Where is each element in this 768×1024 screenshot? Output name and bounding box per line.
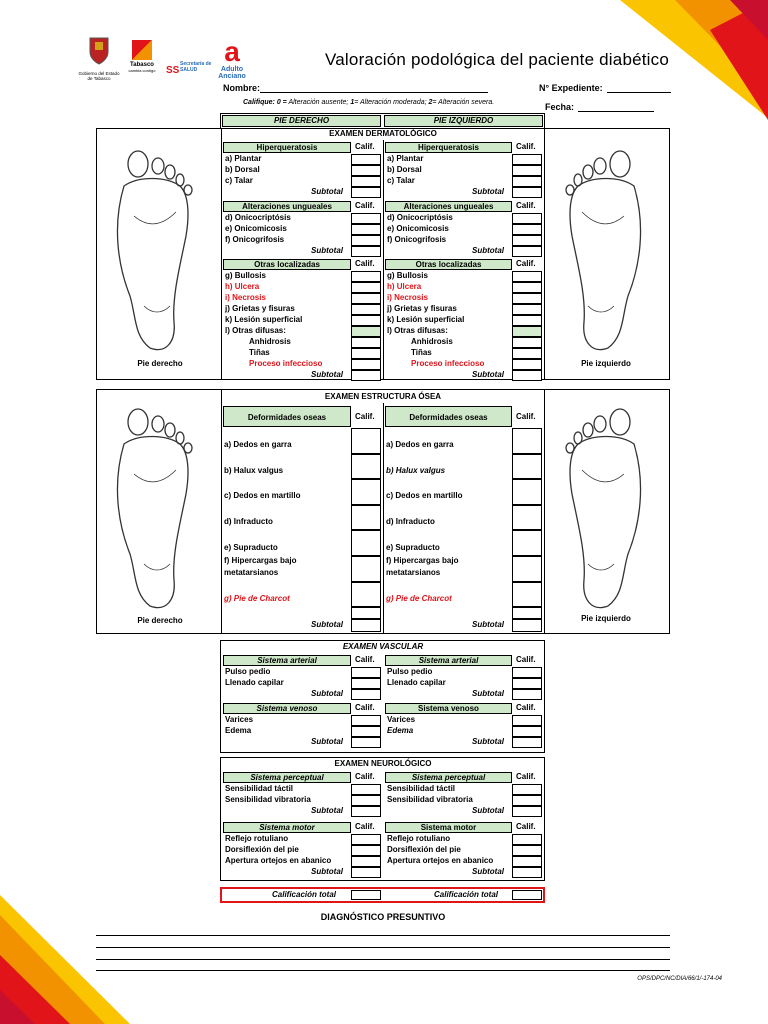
otras-item-right: h) Ulcera — [225, 282, 260, 291]
venoso-subtotal-right: Subtotal — [311, 737, 343, 746]
arterial-subtotal-right: Subtotal — [311, 689, 343, 698]
ungue-score-box-left[interactable] — [512, 235, 542, 246]
bone-score-box-left[interactable] — [512, 428, 542, 454]
column-header-left: PIE IZQUIERDO — [384, 115, 543, 127]
hiper-header-left: Hiperqueratosis — [385, 142, 512, 153]
neuro-title: EXAMEN NEUROLÓGICO — [334, 759, 432, 768]
perceptual-item-left: Sensibilidad vibratoria — [387, 795, 473, 804]
venoso-subtotal-box-left[interactable] — [512, 737, 542, 748]
bone-score-box-left[interactable] — [512, 530, 542, 556]
arterial-item-left: Llenado capilar — [387, 678, 446, 687]
bone-item-left: d) Infraducto — [386, 517, 435, 526]
diagnosis-line-1[interactable] — [96, 935, 670, 936]
venoso-calif-right: Calif. — [355, 703, 375, 712]
perceptual-item-right: Sensibilidad táctil — [225, 784, 294, 793]
ungue-score-box-left[interactable] — [512, 213, 542, 224]
otras-score-box-right[interactable] — [351, 293, 381, 304]
otras-item-left: Tiñas — [411, 348, 432, 357]
arterial-score-box-right[interactable] — [351, 678, 381, 689]
diagnosis-title: DIAGNÓSTICO PRESUNTIVO — [320, 912, 446, 922]
venoso-header-right: Sistema venoso — [223, 703, 351, 714]
hiper-item-left: c) Talar — [387, 176, 415, 185]
bone-divider — [383, 403, 384, 634]
total-left-box[interactable] — [512, 890, 542, 900]
bone-item-right: metatarsianos — [224, 568, 279, 577]
ungue-header-right: Alteraciones ungueales — [223, 201, 351, 212]
otras-score-box-right[interactable] — [351, 348, 381, 359]
hiper-calif-left: Calif. — [516, 142, 536, 151]
ungue-item-left: f) Onicogrifosis — [387, 235, 447, 244]
ungue-score-box-left[interactable] — [512, 224, 542, 235]
otras-score-box-left[interactable] — [512, 348, 542, 359]
derm-title: EXAMEN DERMATOLÓGICO — [329, 129, 437, 138]
otras-item-right: Tiñas — [249, 348, 270, 357]
motor-score-box-right[interactable] — [351, 856, 381, 867]
right-foot-caption-1: Pie derecho — [137, 359, 183, 368]
logo-anciano-text: Anciano — [218, 73, 246, 80]
fecha-field[interactable] — [578, 111, 654, 112]
nombre-field[interactable] — [260, 92, 488, 93]
ungue-calif-right: Calif. — [355, 201, 375, 210]
motor-score-box-right[interactable] — [351, 834, 381, 845]
venoso-item-right: Varices — [225, 715, 254, 724]
otras-subtotal-box-right[interactable] — [351, 370, 381, 381]
otras-score-box-left[interactable] — [512, 304, 542, 315]
ungue-score-box-right[interactable] — [351, 235, 381, 246]
total-right-box[interactable] — [351, 890, 381, 900]
logo-gobierno-text: Gobierno del Estado de Tabasco — [78, 71, 120, 81]
otras-item-right: g) Bullosis — [225, 271, 266, 280]
bone-item-left: b) Halux valgus — [386, 466, 446, 475]
bone-item-right: g) Pie de Charcot — [224, 594, 290, 603]
total-label-right: Calificación total — [272, 890, 337, 899]
bone-item-right: a) Dedos en garra — [224, 440, 292, 449]
column-header-frame — [220, 113, 545, 129]
arterial-item-left: Pulso pedio — [387, 667, 433, 676]
hiper-item-left: b) Dorsal — [387, 165, 422, 174]
bone-item-right: f) Hipercargas bajo — [224, 556, 297, 565]
otras-score-box-left[interactable] — [512, 337, 542, 348]
diagnosis-line-2[interactable] — [96, 947, 670, 948]
otras-item-right: l) Otras difusas: — [225, 326, 286, 335]
bone-score-box-right[interactable] — [351, 607, 381, 619]
logo-gobierno-tabasco — [78, 36, 120, 80]
otras-header-left: Otras localizadas — [385, 259, 512, 270]
arterial-calif-right: Calif. — [355, 655, 375, 664]
otras-score-box-left[interactable] — [512, 315, 542, 326]
left-foot-drawing-2 — [562, 404, 654, 612]
bone-score-box-right[interactable] — [351, 505, 381, 530]
bone-header-right: Deformidades oseas — [223, 406, 351, 427]
bone-subtotal-box-right[interactable] — [351, 619, 381, 632]
otras-score-box-left[interactable] — [512, 282, 542, 293]
rating-legend: Califique: 0 = Alteración ausente; 1= Alteración moderada; 2= Alteración severa. — [243, 99, 495, 106]
hiper-subtotal-box-right[interactable] — [351, 187, 381, 198]
bone-score-box-left[interactable] — [512, 505, 542, 530]
venoso-subtotal-box-right[interactable] — [351, 737, 381, 748]
ungue-subtotal-box-left[interactable] — [512, 246, 542, 257]
arterial-header-left: Sistema arterial — [385, 655, 512, 666]
page-title: Valoración podológica del paciente diabético — [325, 50, 670, 69]
arterial-subtotal-left: Subtotal — [472, 689, 504, 698]
hiper-calif-right: Calif. — [355, 142, 375, 151]
motor-item-right: Apertura ortejos en abanico — [225, 856, 332, 865]
otras-score-box-right[interactable] — [351, 359, 381, 370]
logo-salud: SS Secretaría de SALUD — [166, 60, 212, 74]
perceptual-score-box-right[interactable] — [351, 784, 381, 795]
total-label-left: Calificación total — [434, 890, 499, 899]
perceptual-calif-right: Calif. — [355, 772, 375, 781]
otras-item-left: Proceso infeccioso — [411, 359, 485, 368]
venoso-score-box-left[interactable] — [512, 715, 542, 726]
otras-subtotal-box-left[interactable] — [512, 370, 542, 381]
otras-subtotal-left: Subtotal — [472, 370, 504, 379]
arterial-score-box-left[interactable] — [512, 667, 542, 678]
vascular-title: EXAMEN VASCULAR — [342, 642, 424, 651]
bone-item-left: f) Hipercargas bajo — [386, 556, 459, 565]
left-foot-drawing-1 — [562, 146, 654, 354]
hiper-item-right: c) Talar — [225, 176, 253, 185]
logo-tabasco-slogan: cambia contigo — [128, 68, 156, 73]
otras-score-box-right — [351, 326, 381, 337]
bone-item-right: c) Dedos en martillo — [224, 491, 301, 500]
otras-score-box-left[interactable] — [512, 359, 542, 370]
otras-item-left: Anhidrosis — [411, 337, 453, 346]
hiper-score-box-right[interactable] — [351, 165, 381, 176]
otras-item-right: Anhidrosis — [249, 337, 291, 346]
hiper-header-right: Hiperqueratosis — [223, 142, 351, 153]
otras-item-right: Proceso infeccioso — [249, 359, 323, 368]
arterial-item-right: Llenado capilar — [225, 678, 284, 687]
ungue-score-box-right[interactable] — [351, 224, 381, 235]
otras-score-box-left[interactable] — [512, 271, 542, 282]
venoso-calif-left: Calif. — [516, 703, 536, 712]
hiper-subtotal-right: Subtotal — [311, 187, 343, 196]
motor-score-box-left[interactable] — [512, 856, 542, 867]
otras-item-right: j) Grietas y fisuras — [225, 304, 295, 313]
ungue-score-box-right[interactable] — [351, 213, 381, 224]
bone-score-box-right[interactable] — [351, 556, 381, 582]
expediente-field[interactable] — [607, 92, 671, 93]
otras-item-left: i) Necrosis — [387, 293, 428, 302]
hiper-score-box-right[interactable] — [351, 154, 381, 165]
tabasco-t-icon — [132, 40, 152, 60]
hiper-item-left: a) Plantar — [387, 154, 424, 163]
motor-calif-right: Calif. — [355, 822, 375, 831]
perceptual-score-box-right[interactable] — [351, 795, 381, 806]
right-foot-drawing-2 — [104, 404, 196, 612]
venoso-subtotal-left: Subtotal — [472, 737, 504, 746]
hiper-subtotal-box-left[interactable] — [512, 187, 542, 198]
venoso-score-box-left[interactable] — [512, 726, 542, 737]
arterial-item-right: Pulso pedio — [225, 667, 271, 676]
perceptual-item-right: Sensibilidad vibratoria — [225, 795, 311, 804]
hiper-item-right: a) Plantar — [225, 154, 262, 163]
bone-score-box-right[interactable] — [351, 479, 381, 505]
motor-subtotal-box-left[interactable] — [512, 867, 542, 878]
motor-item-right: Reflejo rotuliano — [225, 834, 289, 843]
otras-calif-right: Calif. — [355, 259, 375, 268]
otras-item-right: k) Lesión superficial — [225, 315, 303, 324]
venoso-item-left: Edema — [387, 726, 414, 735]
perceptual-score-box-left[interactable] — [512, 784, 542, 795]
otras-score-box-left[interactable] — [512, 293, 542, 304]
otras-item-right: i) Necrosis — [225, 293, 266, 302]
hiper-item-right: b) Dorsal — [225, 165, 260, 174]
perceptual-header-left: Sistema perceptual — [385, 772, 512, 783]
hiper-subtotal-left: Subtotal — [472, 187, 504, 196]
coat-of-arms-icon — [88, 36, 110, 66]
bone-score-box-left[interactable] — [512, 454, 542, 479]
venoso-score-box-right[interactable] — [351, 726, 381, 737]
bone-subtotal-box-left[interactable] — [512, 619, 542, 632]
otras-score-box-right[interactable] — [351, 315, 381, 326]
bone-item-left: g) Pie de Charcot — [386, 594, 452, 603]
arterial-score-box-right[interactable] — [351, 667, 381, 678]
bone-score-box-left[interactable] — [512, 607, 542, 619]
arterial-header-right: Sistema arterial — [223, 655, 351, 666]
motor-score-box-right[interactable] — [351, 845, 381, 856]
motor-calif-left: Calif. — [516, 822, 536, 831]
bone-calif-right: Calif. — [355, 412, 375, 421]
otras-item-left: k) Lesión superficial — [387, 315, 465, 324]
motor-header-left: Sistema motor — [385, 822, 512, 833]
logo-adulto-text: Adulto — [220, 66, 244, 73]
hiper-score-box-left[interactable] — [512, 165, 542, 176]
ungue-item-right: d) Onicocriptósis — [225, 213, 291, 222]
bone-item-left: metatarsianos — [386, 568, 441, 577]
left-foot-caption-2: Pie izquierdo — [581, 614, 631, 623]
fecha-label: Fecha: — [545, 102, 575, 112]
bone-item-left: e) Supraducto — [386, 543, 440, 552]
ungue-calif-left: Calif. — [516, 201, 536, 210]
bone-subtotal-left: Subtotal — [472, 620, 504, 629]
venoso-header-left: Sistema venoso — [385, 703, 512, 714]
hiper-score-box-left[interactable] — [512, 176, 542, 187]
logo-salud-text: Secretaría de SALUD — [180, 61, 212, 73]
arterial-subtotal-box-left[interactable] — [512, 689, 542, 700]
otras-item-left: j) Grietas y fisuras — [387, 304, 457, 313]
motor-subtotal-left: Subtotal — [472, 867, 504, 876]
venoso-item-right: Edema — [225, 726, 252, 735]
motor-item-left: Dorsiflexión del pie — [387, 845, 461, 854]
logo-tabasco — [124, 40, 160, 80]
otras-score-box-right[interactable] — [351, 304, 381, 315]
right-foot-caption-2: Pie derecho — [137, 616, 183, 625]
ungue-item-right: e) Onicomicosis — [225, 224, 287, 233]
bone-item-right: d) Infraducto — [224, 517, 273, 526]
bone-subtotal-right: Subtotal — [311, 620, 343, 629]
ungue-subtotal-right: Subtotal — [311, 246, 343, 255]
ungue-subtotal-box-right[interactable] — [351, 246, 381, 257]
ungue-header-left: Alteraciones ungueales — [385, 201, 512, 212]
otras-score-box-right[interactable] — [351, 337, 381, 348]
bone-calif-left: Calif. — [516, 412, 536, 421]
bone-item-left: c) Dedos en martillo — [386, 491, 463, 500]
bone-score-box-right[interactable] — [351, 582, 381, 607]
otras-score-box-right[interactable] — [351, 282, 381, 293]
bone-title: EXAMEN ESTRUCTURA ÓSEA — [324, 392, 442, 401]
ungue-item-left: d) Onicocriptósis — [387, 213, 453, 222]
hiper-score-box-left[interactable] — [512, 154, 542, 165]
ungue-subtotal-left: Subtotal — [472, 246, 504, 255]
otras-item-left: h) Ulcera — [387, 282, 422, 291]
arterial-subtotal-box-right[interactable] — [351, 689, 381, 700]
motor-score-box-left[interactable] — [512, 845, 542, 856]
venoso-score-box-right[interactable] — [351, 715, 381, 726]
otras-header-right: Otras localizadas — [223, 259, 351, 270]
bone-score-box-right[interactable] — [351, 454, 381, 479]
nombre-label: Nombre: — [223, 83, 261, 93]
venoso-item-left: Varices — [387, 715, 416, 724]
derm-divider — [383, 140, 384, 380]
adulto-a-icon: a — [224, 36, 240, 67]
motor-item-left: Reflejo rotuliano — [387, 834, 451, 843]
bone-score-box-right[interactable] — [351, 428, 381, 454]
motor-header-right: Sistema motor — [223, 822, 351, 833]
perceptual-subtotal-box-left[interactable] — [512, 806, 542, 817]
perceptual-score-box-left[interactable] — [512, 795, 542, 806]
motor-subtotal-box-right[interactable] — [351, 867, 381, 878]
motor-subtotal-right: Subtotal — [311, 867, 343, 876]
ungue-item-left: e) Onicomicosis — [387, 224, 449, 233]
diagnosis-line-3[interactable] — [96, 959, 670, 960]
bone-score-box-left[interactable] — [512, 582, 542, 607]
arterial-calif-left: Calif. — [516, 655, 536, 664]
otras-calif-left: Calif. — [516, 259, 536, 268]
document-code: OPS/DPC/NC/DIA/66/1/-174-04 — [637, 976, 722, 982]
hiper-score-box-right[interactable] — [351, 176, 381, 187]
bone-header-left: Deformidades oseas — [385, 406, 512, 427]
expediente-label: N° Expediente: — [539, 83, 603, 93]
perceptual-item-left: Sensibilidad táctil — [387, 784, 456, 793]
bone-score-box-left[interactable] — [512, 556, 542, 582]
arterial-score-box-left[interactable] — [512, 678, 542, 689]
motor-item-left: Apertura ortejos en abanico — [387, 856, 494, 865]
perceptual-subtotal-left: Subtotal — [472, 806, 504, 815]
diagnosis-line-4[interactable] — [96, 970, 670, 971]
bone-score-box-left[interactable] — [512, 479, 542, 505]
perceptual-calif-left: Calif. — [516, 772, 536, 781]
motor-item-right: Dorsiflexión del pie — [225, 845, 299, 854]
bone-item-right: e) Supraducto — [224, 543, 278, 552]
otras-subtotal-right: Subtotal — [311, 370, 343, 379]
logo-tabasco-text: Tabasco — [130, 62, 154, 68]
otras-item-left: l) Otras difusas: — [387, 326, 448, 335]
perceptual-subtotal-right: Subtotal — [311, 806, 343, 815]
left-foot-caption-1: Pie izquierdo — [581, 359, 631, 368]
logo-adulto-anciano — [212, 38, 252, 82]
bone-item-right: b) Halux valgus — [224, 466, 284, 475]
perceptual-header-right: Sistema perceptual — [223, 772, 351, 783]
column-header-right: PIE DERECHO — [222, 115, 381, 127]
perceptual-subtotal-box-right[interactable] — [351, 806, 381, 817]
motor-score-box-left[interactable] — [512, 834, 542, 845]
bone-score-box-right[interactable] — [351, 530, 381, 556]
otras-item-left: g) Bullosis — [387, 271, 428, 280]
right-foot-drawing-1 — [104, 146, 196, 354]
bone-item-left: a) Dedos en garra — [386, 440, 454, 449]
otras-score-box-left — [512, 326, 542, 337]
ungue-item-right: f) Onicogrifosis — [225, 235, 285, 244]
otras-score-box-right[interactable] — [351, 271, 381, 282]
